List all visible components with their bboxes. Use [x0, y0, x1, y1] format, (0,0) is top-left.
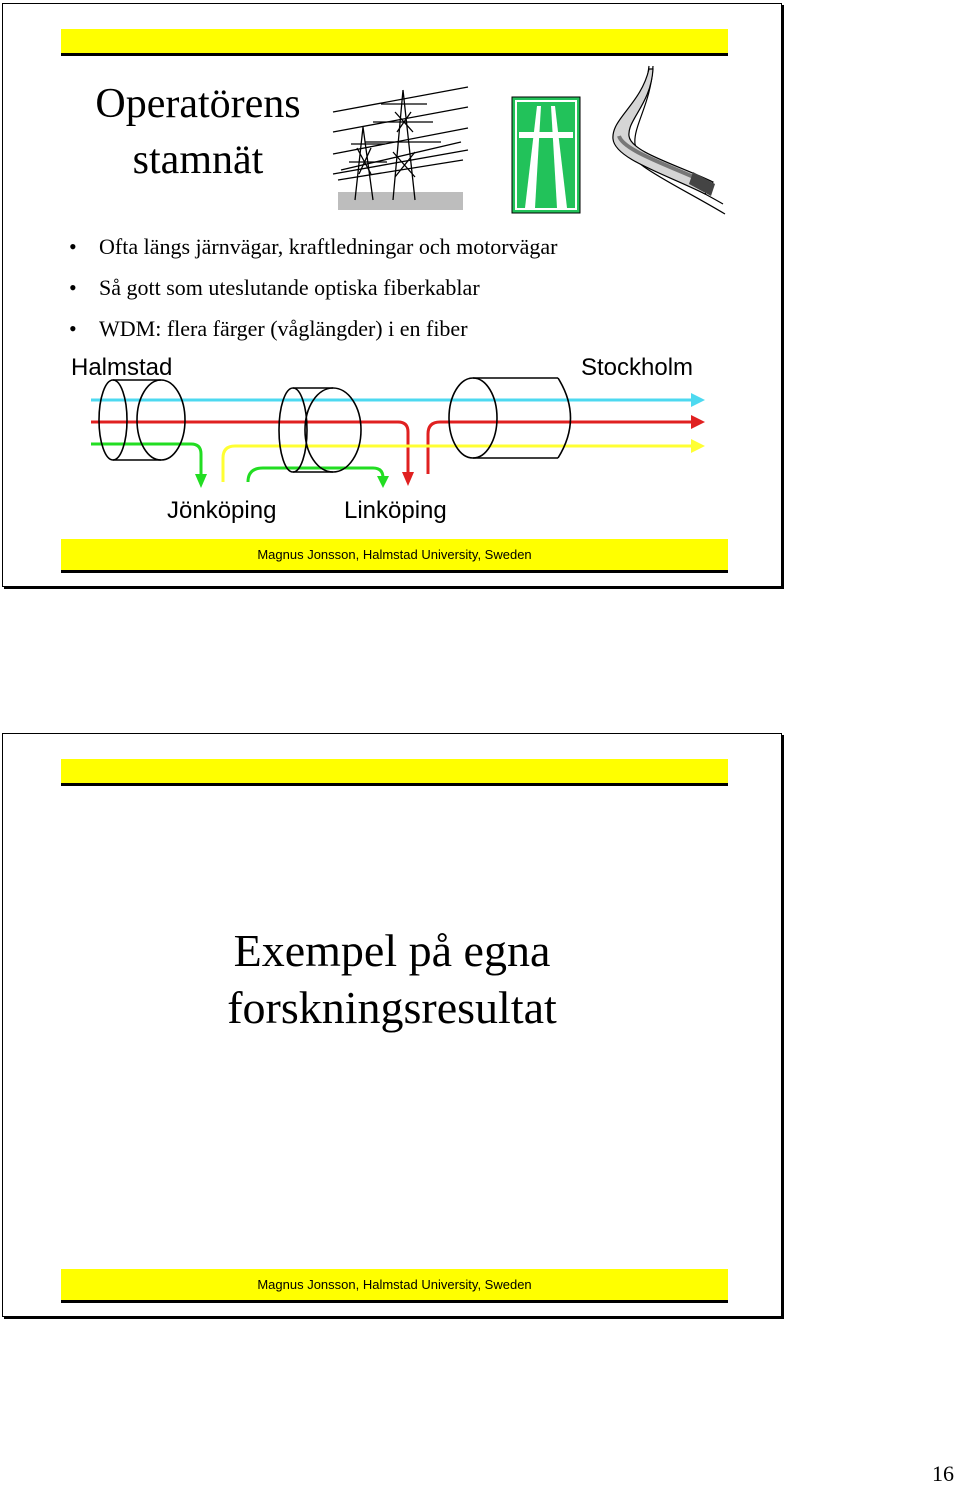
city-label-stockholm: Stockholm — [581, 354, 694, 381]
bullet-item: • Ofta längs järnvägar, kraftledningar och motorvägar — [69, 226, 558, 267]
footer-bar — [61, 1269, 728, 1303]
green-wavelength-line-2 — [248, 468, 383, 482]
bullet-item: • WDM: flera färger (våglängder) i en fiber — [69, 308, 558, 349]
header-bar — [61, 759, 728, 786]
yellow-wavelength-line — [223, 446, 693, 482]
green-arrow-down — [195, 474, 207, 488]
red-arrow-down — [402, 472, 414, 486]
fiber-cylinder-1 — [99, 380, 185, 460]
power-pylon-icon — [333, 82, 468, 212]
green-arrow-right — [377, 476, 389, 488]
node-label-linkoping: Linköping — [344, 497, 447, 524]
wdm-diagram — [83, 372, 713, 502]
cyan-arrow — [691, 393, 705, 407]
footer-text: Magnus Jonsson, Halmstad University, Sweden — [257, 1277, 532, 1292]
motorway-sign-icon — [511, 96, 581, 214]
node-label-jonkoping: Jönköping — [167, 497, 277, 524]
yellow-arrow — [691, 439, 705, 453]
city-label-halmstad: Halmstad — [71, 354, 173, 381]
slide-title — [3, 922, 781, 1036]
slide-title-text: Exempel på egna forskningsresultat — [227, 925, 557, 1033]
train-icon — [605, 64, 729, 216]
bullet-item: • Så gott som uteslutande optiska fiberkablar — [69, 267, 558, 308]
slide-title: Operatörens stamnät — [95, 81, 301, 183]
footer-text: Magnus Jonsson, Halmstad University, Sweden — [257, 547, 532, 562]
red-arrow — [691, 415, 705, 429]
slide-2 — [2, 733, 782, 1317]
page-number: 16 — [932, 1461, 954, 1486]
slide-1 — [2, 3, 782, 587]
footer-bar — [61, 539, 728, 573]
bullet-list — [69, 226, 558, 349]
header-bar — [61, 29, 728, 56]
red-wavelength-line-2 — [428, 422, 693, 474]
